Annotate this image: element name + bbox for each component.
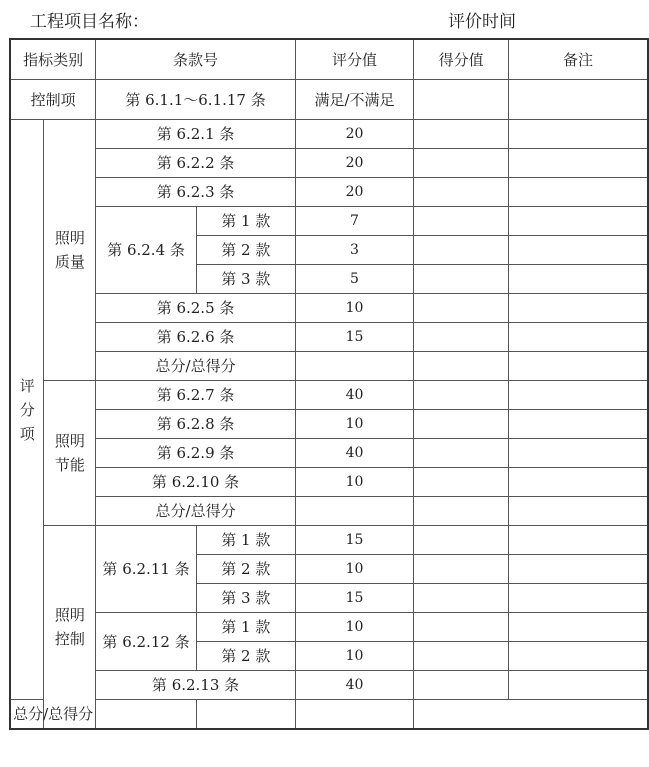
group-name-text: 照明质量 [54, 229, 85, 271]
scoring-category-label [10, 120, 44, 700]
obtained-cell[interactable] [414, 497, 509, 526]
remarks-cell[interactable] [509, 439, 648, 468]
clause-cell: 第 6.2.6 条 [96, 323, 296, 352]
remarks-cell[interactable] [295, 700, 413, 730]
control-score: 满足/不满足 [295, 80, 413, 120]
table-row [10, 700, 648, 730]
obtained-cell[interactable] [414, 439, 509, 468]
obtained-cell[interactable] [414, 323, 509, 352]
table-header-row [10, 39, 648, 80]
obtained-cell[interactable] [414, 468, 509, 497]
score-cell: 10 [295, 468, 413, 497]
score-cell: 40 [295, 671, 413, 700]
col-header-remarks: 备注 [509, 39, 648, 80]
score-cell: 10 [295, 410, 413, 439]
control-clause: 第 6.1.1～6.1.17 条 [96, 80, 296, 120]
table-row [10, 294, 648, 323]
remarks-cell[interactable] [509, 323, 648, 352]
item-cell: 第 1 款 [196, 207, 295, 236]
obtained-cell[interactable] [414, 584, 509, 613]
group-name-energy [44, 381, 96, 526]
score-cell: 20 [295, 178, 413, 207]
clause-cell: 第 6.2.9 条 [96, 439, 296, 468]
col-header-obtained: 得分值 [414, 39, 509, 80]
obtained-cell[interactable] [196, 700, 295, 730]
remarks-cell[interactable] [509, 526, 648, 555]
group-name-quality [44, 120, 96, 381]
obtained-cell[interactable] [414, 80, 509, 120]
table-row [10, 671, 648, 700]
remarks-cell[interactable] [509, 149, 648, 178]
group-name-text: 照明节能 [54, 432, 85, 474]
remarks-cell[interactable] [509, 120, 648, 149]
col-header-category: 指标类别 [10, 39, 96, 80]
score-cell: 10 [295, 294, 413, 323]
table-row [10, 323, 648, 352]
score-cell: 5 [295, 265, 413, 294]
score-cell [295, 352, 413, 381]
remarks-cell[interactable] [509, 236, 648, 265]
obtained-cell[interactable] [414, 178, 509, 207]
item-cell: 第 2 款 [196, 642, 295, 671]
remarks-cell[interactable] [509, 207, 648, 236]
remarks-cell[interactable] [509, 294, 648, 323]
obtained-cell[interactable] [414, 381, 509, 410]
remarks-cell[interactable] [509, 410, 648, 439]
remarks-cell[interactable] [509, 613, 648, 642]
clause-cell: 第 6.2.8 条 [96, 410, 296, 439]
remarks-cell[interactable] [509, 80, 648, 120]
clause-cell: 第 6.2.2 条 [96, 149, 296, 178]
obtained-cell[interactable] [414, 352, 509, 381]
obtained-cell[interactable] [414, 236, 509, 265]
table-row [10, 120, 648, 149]
item-cell: 第 3 款 [196, 265, 295, 294]
table-row [10, 352, 648, 381]
remarks-cell[interactable] [509, 381, 648, 410]
evaluation-time-label: 评价时间 [448, 12, 516, 32]
evaluation-table [9, 38, 649, 730]
score-cell: 40 [295, 381, 413, 410]
clause-cell: 第 6.2.10 条 [96, 468, 296, 497]
remarks-cell[interactable] [509, 584, 648, 613]
clause-cell: 第 6.2.3 条 [96, 178, 296, 207]
score-cell: 15 [295, 323, 413, 352]
clause-cell: 第 6.2.7 条 [96, 381, 296, 410]
obtained-cell[interactable] [414, 120, 509, 149]
table-row [10, 613, 648, 642]
total-cell: 总分/总得分 [96, 352, 296, 381]
clause-cell: 第 6.2.1 条 [96, 120, 296, 149]
obtained-cell[interactable] [414, 526, 509, 555]
col-header-clause: 条款号 [96, 39, 296, 80]
scoring-category-text: 评分项 [19, 376, 35, 443]
obtained-cell[interactable] [414, 642, 509, 671]
item-cell: 第 2 款 [196, 555, 295, 584]
table-row [10, 80, 648, 120]
obtained-cell[interactable] [414, 410, 509, 439]
score-cell: 10 [295, 613, 413, 642]
score-cell: 20 [295, 120, 413, 149]
remarks-cell[interactable] [509, 178, 648, 207]
score-cell: 7 [295, 207, 413, 236]
score-cell: 3 [295, 236, 413, 265]
table-row [10, 468, 648, 497]
remarks-cell[interactable] [509, 671, 648, 700]
obtained-cell[interactable] [414, 671, 509, 700]
remarks-cell[interactable] [509, 497, 648, 526]
group-name-control [44, 526, 96, 730]
table-row [10, 149, 648, 178]
group-name-text: 照明控制 [54, 606, 85, 648]
control-category: 控制项 [10, 80, 96, 120]
score-cell: 10 [295, 555, 413, 584]
total-cell: 总分/总得分 [10, 700, 96, 730]
score-cell: 40 [295, 439, 413, 468]
remarks-cell[interactable] [509, 642, 648, 671]
table-row [10, 497, 648, 526]
clause-cell: 第 6.2.13 条 [96, 671, 296, 700]
col-header-score: 评分值 [295, 39, 413, 80]
score-cell [96, 700, 197, 730]
obtained-cell[interactable] [414, 207, 509, 236]
table-row [10, 439, 648, 468]
clause-cell: 第 6.2.12 条 [96, 613, 197, 671]
score-cell: 15 [295, 584, 413, 613]
item-cell: 第 1 款 [196, 613, 295, 642]
remarks-cell[interactable] [509, 352, 648, 381]
obtained-cell[interactable] [414, 294, 509, 323]
obtained-cell[interactable] [414, 265, 509, 294]
table-row [10, 526, 648, 555]
score-cell: 15 [295, 526, 413, 555]
clause-cell: 第 6.2.5 条 [96, 294, 296, 323]
obtained-cell[interactable] [414, 613, 509, 642]
remarks-cell[interactable] [509, 555, 648, 584]
project-name-label: 工程项目名称： [30, 12, 149, 32]
clause-cell: 第 6.2.11 条 [96, 526, 197, 613]
obtained-cell[interactable] [414, 149, 509, 178]
remarks-cell[interactable] [509, 265, 648, 294]
obtained-cell[interactable] [414, 555, 509, 584]
page-header [0, 4, 649, 32]
table-row [10, 207, 648, 236]
score-cell: 20 [295, 149, 413, 178]
item-cell: 第 3 款 [196, 584, 295, 613]
table-row [10, 178, 648, 207]
table-row [10, 410, 648, 439]
score-cell [295, 497, 413, 526]
table-row [10, 381, 648, 410]
item-cell: 第 2 款 [196, 236, 295, 265]
item-cell: 第 1 款 [196, 526, 295, 555]
remarks-cell[interactable] [509, 468, 648, 497]
clause-cell: 第 6.2.4 条 [96, 207, 197, 294]
total-cell: 总分/总得分 [96, 497, 296, 526]
score-cell: 10 [295, 642, 413, 671]
